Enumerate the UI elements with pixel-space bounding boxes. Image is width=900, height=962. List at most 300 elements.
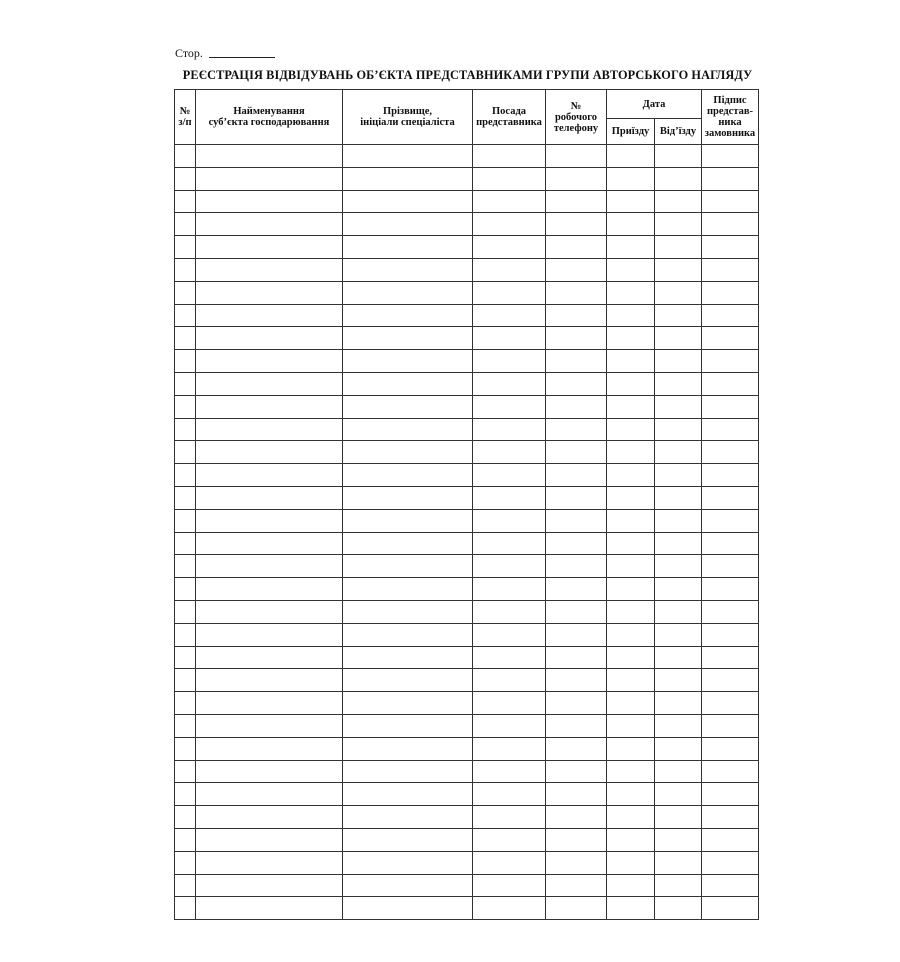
- cell-number: [175, 532, 196, 555]
- cell-departure-date: [655, 783, 702, 806]
- cell-arrival-date: [607, 464, 655, 487]
- cell-work-phone: [546, 441, 607, 464]
- cell-number: [175, 395, 196, 418]
- cell-number: [175, 236, 196, 259]
- cell-specialist-name: [343, 555, 473, 578]
- cell-entity-name: [196, 464, 343, 487]
- cell-entity-name: [196, 783, 343, 806]
- cell-position: [473, 395, 546, 418]
- cell-departure-date: [655, 555, 702, 578]
- cell-work-phone: [546, 623, 607, 646]
- cell-arrival-date: [607, 327, 655, 350]
- cell-position: [473, 897, 546, 920]
- cell-departure-date: [655, 350, 702, 373]
- cell-arrival-date: [607, 783, 655, 806]
- cell-work-phone: [546, 897, 607, 920]
- cell-specialist-name: [343, 509, 473, 532]
- cell-specialist-name: [343, 532, 473, 555]
- cell-arrival-date: [607, 897, 655, 920]
- cell-arrival-date: [607, 555, 655, 578]
- cell-position: [473, 327, 546, 350]
- cell-client-signature: [702, 737, 759, 760]
- cell-client-signature: [702, 578, 759, 601]
- cell-departure-date: [655, 258, 702, 281]
- cell-departure-date: [655, 372, 702, 395]
- cell-position: [473, 851, 546, 874]
- cell-arrival-date: [607, 441, 655, 464]
- cell-number: [175, 304, 196, 327]
- cell-arrival-date: [607, 190, 655, 213]
- cell-departure-date: [655, 851, 702, 874]
- table-row: [175, 145, 759, 168]
- header-number: № з/п: [175, 90, 196, 145]
- cell-work-phone: [546, 372, 607, 395]
- cell-work-phone: [546, 304, 607, 327]
- cell-work-phone: [546, 874, 607, 897]
- cell-specialist-name: [343, 692, 473, 715]
- cell-position: [473, 714, 546, 737]
- cell-client-signature: [702, 828, 759, 851]
- cell-specialist-name: [343, 236, 473, 259]
- cell-arrival-date: [607, 828, 655, 851]
- cell-specialist-name: [343, 258, 473, 281]
- cell-specialist-name: [343, 760, 473, 783]
- cell-client-signature: [702, 874, 759, 897]
- cell-entity-name: [196, 669, 343, 692]
- cell-work-phone: [546, 646, 607, 669]
- cell-client-signature: [702, 464, 759, 487]
- cell-client-signature: [702, 897, 759, 920]
- cell-departure-date: [655, 464, 702, 487]
- page-number-label: Стор.: [175, 46, 203, 60]
- cell-entity-name: [196, 600, 343, 623]
- cell-number: [175, 464, 196, 487]
- cell-entity-name: [196, 190, 343, 213]
- table-row: [175, 213, 759, 236]
- cell-work-phone: [546, 509, 607, 532]
- cell-position: [473, 555, 546, 578]
- cell-position: [473, 737, 546, 760]
- cell-position: [473, 783, 546, 806]
- cell-work-phone: [546, 806, 607, 829]
- cell-entity-name: [196, 578, 343, 601]
- header-arrival-date: Приїзду: [607, 119, 655, 145]
- cell-position: [473, 806, 546, 829]
- form-title: РЕЄСТРАЦІЯ ВІДВІДУВАНЬ ОБ’ЄКТА ПРЕДСТАВНИКАМИ ГРУПИ АВТОРСЬКОГО НАГЛЯДУ: [182, 68, 753, 82]
- cell-number: [175, 646, 196, 669]
- table-row: [175, 281, 759, 304]
- cell-specialist-name: [343, 213, 473, 236]
- table-body: [175, 145, 759, 920]
- cell-arrival-date: [607, 145, 655, 168]
- cell-arrival-date: [607, 578, 655, 601]
- cell-work-phone: [546, 737, 607, 760]
- table-row: [175, 737, 759, 760]
- cell-entity-name: [196, 555, 343, 578]
- cell-entity-name: [196, 327, 343, 350]
- cell-position: [473, 441, 546, 464]
- cell-position: [473, 509, 546, 532]
- cell-specialist-name: [343, 828, 473, 851]
- visits-register-table: [174, 89, 759, 920]
- cell-number: [175, 213, 196, 236]
- table-row: [175, 646, 759, 669]
- cell-departure-date: [655, 669, 702, 692]
- cell-specialist-name: [343, 281, 473, 304]
- cell-departure-date: [655, 441, 702, 464]
- cell-position: [473, 692, 546, 715]
- cell-arrival-date: [607, 236, 655, 259]
- cell-work-phone: [546, 464, 607, 487]
- cell-work-phone: [546, 578, 607, 601]
- cell-number: [175, 327, 196, 350]
- cell-specialist-name: [343, 395, 473, 418]
- table-row: [175, 509, 759, 532]
- table-row: [175, 623, 759, 646]
- cell-position: [473, 600, 546, 623]
- header-date: Дата: [607, 90, 702, 119]
- cell-client-signature: [702, 783, 759, 806]
- cell-entity-name: [196, 737, 343, 760]
- cell-number: [175, 258, 196, 281]
- cell-client-signature: [702, 851, 759, 874]
- cell-specialist-name: [343, 851, 473, 874]
- cell-work-phone: [546, 692, 607, 715]
- cell-departure-date: [655, 874, 702, 897]
- cell-position: [473, 464, 546, 487]
- cell-client-signature: [702, 236, 759, 259]
- table-row: [175, 828, 759, 851]
- cell-arrival-date: [607, 418, 655, 441]
- cell-number: [175, 418, 196, 441]
- cell-specialist-name: [343, 874, 473, 897]
- cell-departure-date: [655, 167, 702, 190]
- cell-arrival-date: [607, 692, 655, 715]
- cell-specialist-name: [343, 578, 473, 601]
- cell-specialist-name: [343, 167, 473, 190]
- cell-client-signature: [702, 669, 759, 692]
- cell-specialist-name: [343, 737, 473, 760]
- cell-arrival-date: [607, 395, 655, 418]
- cell-specialist-name: [343, 806, 473, 829]
- cell-position: [473, 418, 546, 441]
- cell-arrival-date: [607, 304, 655, 327]
- cell-position: [473, 281, 546, 304]
- table-row: [175, 486, 759, 509]
- cell-client-signature: [702, 350, 759, 373]
- cell-departure-date: [655, 806, 702, 829]
- cell-number: [175, 372, 196, 395]
- table-row: [175, 350, 759, 373]
- cell-number: [175, 897, 196, 920]
- table-row: [175, 167, 759, 190]
- table-row: [175, 464, 759, 487]
- header-work-phone: № робочого телефону: [546, 90, 607, 145]
- cell-position: [473, 532, 546, 555]
- cell-client-signature: [702, 304, 759, 327]
- cell-work-phone: [546, 327, 607, 350]
- table-row: [175, 441, 759, 464]
- table-row: [175, 258, 759, 281]
- cell-number: [175, 874, 196, 897]
- cell-departure-date: [655, 532, 702, 555]
- cell-number: [175, 714, 196, 737]
- cell-arrival-date: [607, 851, 655, 874]
- cell-client-signature: [702, 372, 759, 395]
- cell-work-phone: [546, 145, 607, 168]
- cell-position: [473, 236, 546, 259]
- cell-specialist-name: [343, 190, 473, 213]
- cell-specialist-name: [343, 486, 473, 509]
- page-number-blank: [209, 57, 275, 58]
- cell-position: [473, 760, 546, 783]
- cell-client-signature: [702, 555, 759, 578]
- cell-entity-name: [196, 213, 343, 236]
- cell-number: [175, 441, 196, 464]
- cell-entity-name: [196, 304, 343, 327]
- cell-client-signature: [702, 646, 759, 669]
- cell-position: [473, 258, 546, 281]
- table-row: [175, 714, 759, 737]
- header-position: Посада представника: [473, 90, 546, 145]
- cell-arrival-date: [607, 486, 655, 509]
- cell-work-phone: [546, 213, 607, 236]
- cell-specialist-name: [343, 783, 473, 806]
- cell-work-phone: [546, 760, 607, 783]
- cell-departure-date: [655, 213, 702, 236]
- cell-client-signature: [702, 532, 759, 555]
- cell-number: [175, 828, 196, 851]
- cell-work-phone: [546, 532, 607, 555]
- cell-client-signature: [702, 623, 759, 646]
- cell-specialist-name: [343, 714, 473, 737]
- cell-position: [473, 190, 546, 213]
- table-row: [175, 190, 759, 213]
- cell-client-signature: [702, 714, 759, 737]
- cell-entity-name: [196, 236, 343, 259]
- table-row: [175, 692, 759, 715]
- cell-number: [175, 760, 196, 783]
- header-entity-name: Найменування суб’єкта господарювання: [196, 90, 343, 145]
- cell-arrival-date: [607, 669, 655, 692]
- cell-work-phone: [546, 395, 607, 418]
- cell-specialist-name: [343, 897, 473, 920]
- table-row: [175, 874, 759, 897]
- cell-position: [473, 486, 546, 509]
- cell-specialist-name: [343, 646, 473, 669]
- header-specialist-name: Прізвище, ініціали спеціаліста: [343, 90, 473, 145]
- cell-work-phone: [546, 418, 607, 441]
- cell-entity-name: [196, 486, 343, 509]
- cell-number: [175, 623, 196, 646]
- cell-client-signature: [702, 692, 759, 715]
- cell-entity-name: [196, 281, 343, 304]
- cell-arrival-date: [607, 646, 655, 669]
- cell-position: [473, 213, 546, 236]
- cell-number: [175, 281, 196, 304]
- cell-position: [473, 669, 546, 692]
- cell-departure-date: [655, 578, 702, 601]
- cell-position: [473, 145, 546, 168]
- cell-number: [175, 600, 196, 623]
- cell-departure-date: [655, 600, 702, 623]
- table-row: [175, 851, 759, 874]
- cell-entity-name: [196, 509, 343, 532]
- cell-number: [175, 167, 196, 190]
- table-row: [175, 395, 759, 418]
- table-row: [175, 372, 759, 395]
- cell-departure-date: [655, 714, 702, 737]
- cell-entity-name: [196, 874, 343, 897]
- cell-departure-date: [655, 737, 702, 760]
- cell-client-signature: [702, 441, 759, 464]
- cell-position: [473, 304, 546, 327]
- cell-arrival-date: [607, 167, 655, 190]
- cell-entity-name: [196, 418, 343, 441]
- table-row: [175, 806, 759, 829]
- cell-arrival-date: [607, 372, 655, 395]
- cell-arrival-date: [607, 532, 655, 555]
- cell-specialist-name: [343, 600, 473, 623]
- table-row: [175, 669, 759, 692]
- cell-departure-date: [655, 418, 702, 441]
- cell-departure-date: [655, 236, 702, 259]
- cell-work-phone: [546, 555, 607, 578]
- cell-entity-name: [196, 623, 343, 646]
- cell-entity-name: [196, 145, 343, 168]
- cell-position: [473, 646, 546, 669]
- cell-client-signature: [702, 281, 759, 304]
- cell-number: [175, 350, 196, 373]
- cell-entity-name: [196, 167, 343, 190]
- table-row: [175, 555, 759, 578]
- table-row: [175, 532, 759, 555]
- cell-position: [473, 828, 546, 851]
- cell-position: [473, 372, 546, 395]
- cell-arrival-date: [607, 350, 655, 373]
- cell-departure-date: [655, 692, 702, 715]
- header-client-signature: Підпис представ- ника замовника: [702, 90, 759, 145]
- cell-work-phone: [546, 851, 607, 874]
- cell-entity-name: [196, 532, 343, 555]
- cell-number: [175, 555, 196, 578]
- cell-arrival-date: [607, 714, 655, 737]
- table-row: [175, 897, 759, 920]
- cell-work-phone: [546, 281, 607, 304]
- cell-client-signature: [702, 418, 759, 441]
- cell-departure-date: [655, 509, 702, 532]
- table-row: [175, 304, 759, 327]
- cell-arrival-date: [607, 760, 655, 783]
- cell-client-signature: [702, 395, 759, 418]
- cell-entity-name: [196, 372, 343, 395]
- cell-work-phone: [546, 669, 607, 692]
- cell-client-signature: [702, 327, 759, 350]
- cell-entity-name: [196, 258, 343, 281]
- cell-number: [175, 851, 196, 874]
- cell-work-phone: [546, 167, 607, 190]
- cell-number: [175, 190, 196, 213]
- cell-arrival-date: [607, 806, 655, 829]
- cell-entity-name: [196, 714, 343, 737]
- cell-client-signature: [702, 600, 759, 623]
- cell-departure-date: [655, 327, 702, 350]
- cell-departure-date: [655, 304, 702, 327]
- cell-number: [175, 669, 196, 692]
- cell-work-phone: [546, 486, 607, 509]
- cell-position: [473, 874, 546, 897]
- cell-specialist-name: [343, 304, 473, 327]
- cell-specialist-name: [343, 464, 473, 487]
- cell-departure-date: [655, 281, 702, 304]
- cell-work-phone: [546, 190, 607, 213]
- cell-arrival-date: [607, 737, 655, 760]
- cell-work-phone: [546, 600, 607, 623]
- cell-position: [473, 167, 546, 190]
- cell-arrival-date: [607, 600, 655, 623]
- cell-departure-date: [655, 897, 702, 920]
- cell-work-phone: [546, 350, 607, 373]
- cell-work-phone: [546, 783, 607, 806]
- cell-departure-date: [655, 395, 702, 418]
- table-row: [175, 760, 759, 783]
- cell-position: [473, 578, 546, 601]
- cell-arrival-date: [607, 281, 655, 304]
- cell-entity-name: [196, 828, 343, 851]
- cell-specialist-name: [343, 623, 473, 646]
- cell-entity-name: [196, 646, 343, 669]
- cell-number: [175, 783, 196, 806]
- cell-departure-date: [655, 145, 702, 168]
- table-row: [175, 600, 759, 623]
- cell-specialist-name: [343, 441, 473, 464]
- cell-position: [473, 623, 546, 646]
- cell-number: [175, 737, 196, 760]
- cell-work-phone: [546, 236, 607, 259]
- cell-entity-name: [196, 806, 343, 829]
- cell-entity-name: [196, 760, 343, 783]
- cell-specialist-name: [343, 145, 473, 168]
- cell-entity-name: [196, 350, 343, 373]
- cell-departure-date: [655, 486, 702, 509]
- cell-departure-date: [655, 760, 702, 783]
- cell-arrival-date: [607, 874, 655, 897]
- cell-number: [175, 578, 196, 601]
- cell-arrival-date: [607, 213, 655, 236]
- cell-entity-name: [196, 692, 343, 715]
- cell-specialist-name: [343, 372, 473, 395]
- table-row: [175, 418, 759, 441]
- cell-entity-name: [196, 395, 343, 418]
- cell-client-signature: [702, 486, 759, 509]
- cell-work-phone: [546, 258, 607, 281]
- cell-client-signature: [702, 167, 759, 190]
- cell-client-signature: [702, 258, 759, 281]
- cell-client-signature: [702, 806, 759, 829]
- cell-departure-date: [655, 828, 702, 851]
- cell-client-signature: [702, 213, 759, 236]
- cell-departure-date: [655, 190, 702, 213]
- cell-specialist-name: [343, 327, 473, 350]
- cell-entity-name: [196, 897, 343, 920]
- cell-specialist-name: [343, 418, 473, 441]
- cell-client-signature: [702, 190, 759, 213]
- table-row: [175, 236, 759, 259]
- cell-specialist-name: [343, 350, 473, 373]
- cell-arrival-date: [607, 258, 655, 281]
- table-row: [175, 783, 759, 806]
- cell-entity-name: [196, 441, 343, 464]
